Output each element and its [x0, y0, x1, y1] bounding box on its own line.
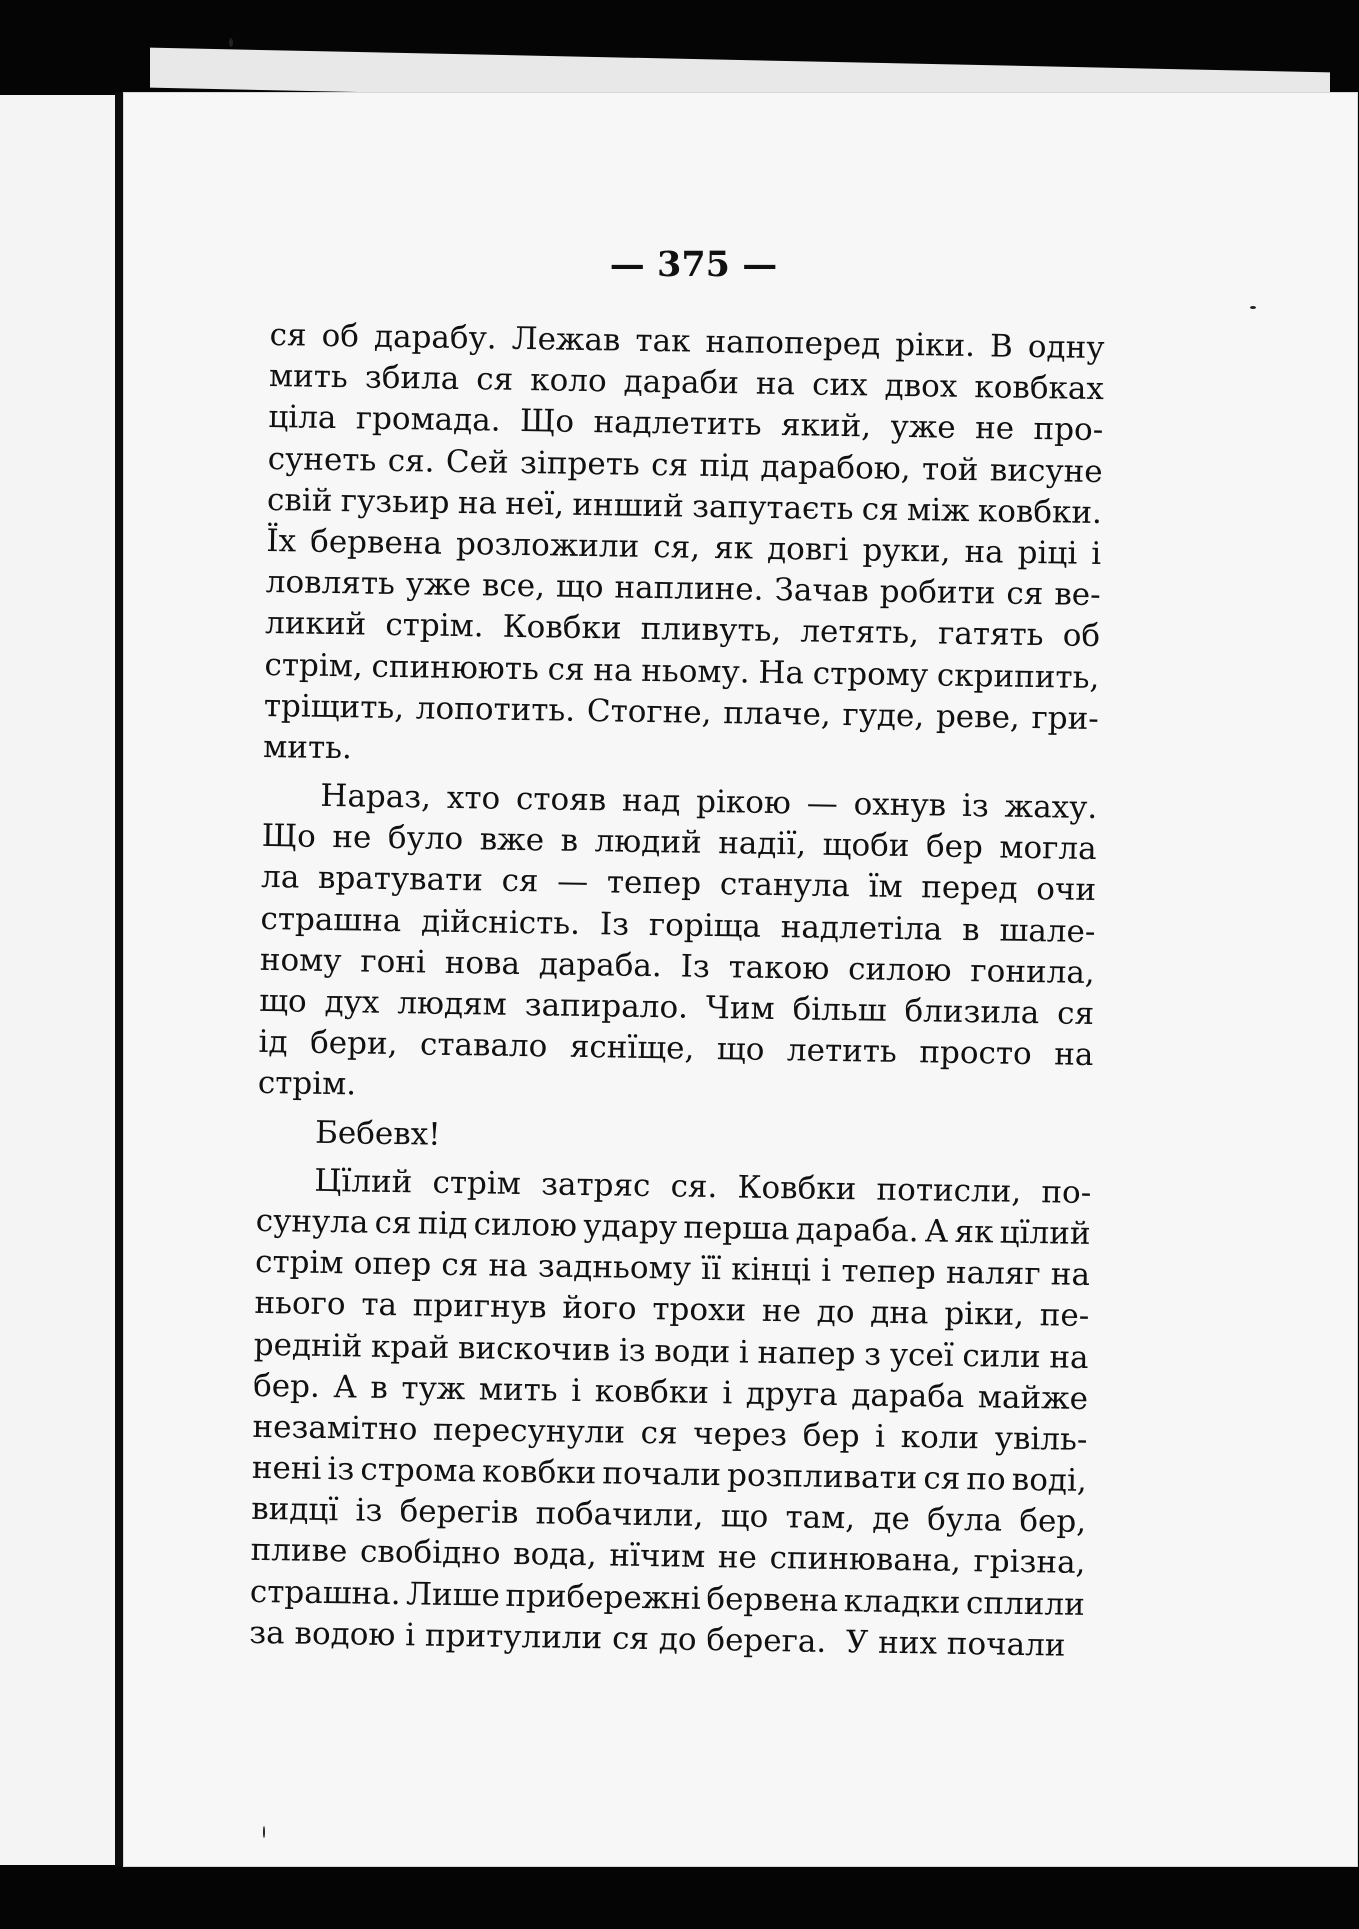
- text-word: видцї: [250, 1491, 339, 1529]
- text-word: стрім: [254, 1244, 344, 1282]
- text-word: пересунули: [432, 1411, 626, 1451]
- text-word: нені: [251, 1449, 322, 1488]
- text-word: дараба.: [795, 1211, 919, 1250]
- text-word: із: [355, 1492, 383, 1530]
- text-word: яснїще,: [569, 1028, 695, 1067]
- text-word: друга: [745, 1375, 839, 1413]
- text-word: Ковбки: [502, 609, 622, 647]
- text-word: спинювана,: [769, 1540, 962, 1580]
- text-word: Що: [519, 403, 575, 441]
- text-word: Зачав: [774, 572, 870, 610]
- text-line-content: мить.: [262, 728, 353, 767]
- text-word: близила: [904, 993, 1040, 1032]
- text-word: строма: [360, 1451, 477, 1490]
- text-word: гузьир: [340, 482, 450, 521]
- text-word: який,: [780, 407, 872, 445]
- text-word: щоби: [822, 826, 910, 865]
- text-word: затряс: [540, 1166, 651, 1204]
- text-word: як: [713, 529, 754, 567]
- text-word: пливуть,: [640, 611, 782, 650]
- text-word: ся: [1006, 575, 1044, 613]
- text-word: очи: [1035, 871, 1097, 909]
- text-word: ся: [374, 1204, 412, 1242]
- text-word: вратувати: [317, 860, 484, 899]
- text-word: бер: [925, 828, 984, 866]
- text-word: Лежав: [511, 320, 621, 359]
- text-word: воді,: [1011, 1461, 1088, 1500]
- text-word: із: [961, 787, 990, 825]
- text-word: туж: [401, 1369, 466, 1407]
- text-word: під: [417, 1205, 468, 1243]
- text-word: нїчим: [609, 1537, 706, 1576]
- text-word: розпливати: [726, 1457, 918, 1497]
- text-word: Сей: [445, 443, 509, 481]
- text-word: ся: [650, 446, 689, 484]
- text-word: напер: [757, 1334, 856, 1372]
- text-word: ловлять: [265, 564, 396, 603]
- text-word: ріки,: [944, 1296, 1025, 1334]
- text-word: його: [562, 1290, 637, 1328]
- text-word: як: [954, 1213, 994, 1251]
- text-word: лопотить.: [415, 690, 576, 729]
- text-word: ся: [476, 361, 514, 399]
- text-word: на: [593, 651, 633, 689]
- text-word: ся: [501, 863, 539, 900]
- text-word: і: [874, 1418, 886, 1455]
- text-word: об: [321, 317, 360, 355]
- text-word: і: [570, 1372, 582, 1409]
- text-word: нова: [444, 944, 521, 982]
- text-word: ріці: [1017, 534, 1078, 572]
- text-word: ставало: [419, 1026, 548, 1065]
- text-word: дарабою,: [760, 448, 911, 487]
- text-word: мить: [268, 358, 349, 396]
- text-word: стрім.: [385, 607, 484, 645]
- text-word: на: [755, 365, 796, 403]
- text-word: в: [560, 822, 579, 860]
- text-word: побачили,: [535, 1495, 704, 1535]
- text-word: инший: [572, 486, 685, 525]
- text-word: гуде,: [842, 696, 925, 735]
- text-word: —: [556, 864, 589, 901]
- text-word: ному: [259, 941, 342, 980]
- text-word: бер.: [252, 1367, 321, 1405]
- text-word: зіпреть: [519, 444, 641, 483]
- text-word: трохи: [652, 1291, 747, 1329]
- text-word: ся: [1056, 995, 1095, 1033]
- text-word: запирало.: [524, 987, 689, 1026]
- text-word: їм: [868, 868, 903, 906]
- text-word: страшна.: [249, 1573, 401, 1612]
- text-word: Ковбки: [737, 1169, 857, 1208]
- text-word: та: [361, 1286, 398, 1324]
- text-word: ковбки: [594, 1372, 710, 1411]
- page-body-text: [249, 315, 1105, 1667]
- text-word: стрім: [432, 1164, 522, 1202]
- text-word: наляг: [945, 1254, 1041, 1293]
- text-word: берегів: [399, 1493, 519, 1532]
- text-word: опер: [353, 1245, 432, 1283]
- text-word: Що: [261, 818, 317, 856]
- text-word: між: [906, 491, 970, 529]
- text-word: А: [333, 1368, 358, 1406]
- text-word: силою: [847, 950, 952, 989]
- text-word: уже: [405, 566, 472, 604]
- text-word: довгі: [766, 530, 849, 569]
- text-word: дійсність.: [420, 903, 581, 942]
- text-word: ся: [861, 491, 899, 528]
- text-word: ся.: [670, 1168, 718, 1205]
- text-word: де: [872, 1500, 911, 1538]
- text-word: страшна: [260, 900, 402, 939]
- dust-speck: [229, 38, 233, 47]
- text-word: її: [700, 1251, 722, 1288]
- text-word: ріки.: [895, 326, 976, 365]
- text-word: пе-: [1039, 1297, 1090, 1335]
- text-word: в: [961, 911, 980, 948]
- text-word: було: [387, 820, 464, 858]
- text-word: бер,: [1019, 1503, 1087, 1541]
- text-word: ве-: [1054, 576, 1101, 614]
- text-word: уже: [890, 409, 956, 447]
- text-word: на: [488, 1247, 529, 1285]
- text-word: неї,: [505, 485, 565, 523]
- text-word: гонила,: [970, 952, 1095, 991]
- text-word: почали: [602, 1455, 722, 1494]
- text-word: дараби: [623, 363, 740, 402]
- text-word: кінці: [730, 1251, 812, 1289]
- text-word: гри-: [1031, 699, 1100, 737]
- text-line-content: стрім.: [257, 1065, 357, 1103]
- text-word: ся.: [387, 442, 435, 480]
- text-word: не: [974, 410, 1015, 448]
- text-word: незамітно: [252, 1408, 418, 1448]
- text-word: кладки: [843, 1582, 961, 1621]
- dust-speck: [263, 1826, 265, 1838]
- text-word: ликий: [264, 605, 367, 643]
- text-word: перед: [921, 869, 1018, 908]
- text-word: ся: [640, 1414, 678, 1452]
- text-word: дарабу.: [373, 318, 497, 357]
- text-word: двох: [884, 367, 958, 405]
- text-word: свобідно: [359, 1534, 501, 1573]
- text-word: так: [635, 322, 691, 360]
- text-word: вода,: [512, 1536, 598, 1574]
- text-word: стрім,: [264, 646, 364, 684]
- text-word: бервена: [309, 523, 443, 562]
- text-word: пригнув: [412, 1287, 547, 1326]
- text-word: на: [1050, 1256, 1091, 1294]
- text-word: ся,: [653, 528, 701, 566]
- text-word: реве,: [935, 698, 1021, 736]
- text-word: летить: [786, 1032, 898, 1071]
- text-word: В: [989, 328, 1014, 365]
- text-word: шале-: [999, 912, 1096, 950]
- text-word: Стогне,: [586, 692, 712, 731]
- text-word: тепер: [606, 864, 702, 903]
- text-word: хто: [446, 779, 501, 817]
- text-word: що: [720, 1498, 769, 1536]
- text-word: Їх: [266, 522, 297, 560]
- text-word: про-: [1033, 411, 1104, 449]
- text-word: охнув: [853, 786, 947, 824]
- text-word: Із: [680, 948, 711, 985]
- text-word: що: [716, 1031, 765, 1069]
- text-word: плаче,: [722, 694, 832, 733]
- text-word: дух: [324, 983, 380, 1021]
- text-word: надлетіла: [780, 908, 943, 948]
- text-word: Нараз,: [320, 777, 432, 816]
- text-word: через: [692, 1415, 788, 1454]
- text-word: спинюють: [371, 648, 540, 687]
- text-word: наплине.: [614, 569, 764, 608]
- text-word: збила: [364, 359, 460, 398]
- text-word: увіль-: [994, 1420, 1088, 1458]
- text-word: ід: [258, 1024, 288, 1061]
- text-word: ковбки: [481, 1453, 597, 1492]
- text-word: коло: [529, 362, 607, 400]
- text-word: руки,: [862, 532, 951, 570]
- text-word: дараба: [851, 1376, 965, 1415]
- text-word: Лише: [405, 1575, 501, 1614]
- text-word: ся: [547, 650, 585, 688]
- page-number: — 375 —: [609, 244, 778, 285]
- text-word: сплили: [965, 1584, 1086, 1623]
- text-word: прибережні: [505, 1577, 702, 1617]
- text-word: свій: [266, 481, 333, 519]
- text-word: громада.: [355, 400, 501, 440]
- text-word: бери,: [309, 1024, 398, 1063]
- text-word: під: [699, 447, 750, 485]
- text-word: горіща: [648, 906, 762, 945]
- text-word: запутаєть: [691, 488, 854, 527]
- text-word: перша: [683, 1209, 790, 1248]
- text-word: строму: [812, 655, 929, 693]
- text-word: усеї: [889, 1336, 954, 1374]
- text-word: жаху.: [1004, 788, 1098, 827]
- text-word: в: [370, 1369, 389, 1406]
- text-word: ся: [441, 1246, 479, 1284]
- text-word: не: [717, 1539, 758, 1577]
- text-word: вискочив: [457, 1329, 611, 1368]
- text-word: Чим: [705, 989, 775, 1028]
- text-word: летять,: [800, 613, 920, 652]
- text-word: напоперед: [705, 323, 881, 363]
- text-word: гатять: [937, 615, 1044, 654]
- text-word: на: [964, 533, 1004, 571]
- text-word: А: [924, 1213, 949, 1250]
- text-word: сунула: [255, 1202, 369, 1241]
- text-word: мить: [478, 1371, 559, 1409]
- text-word: на: [457, 484, 498, 522]
- text-word: більш: [792, 991, 887, 1029]
- text-word: На: [758, 654, 805, 691]
- text-word: на: [1049, 1338, 1089, 1376]
- text-word: бервена: [706, 1580, 839, 1619]
- text-word: там,: [785, 1499, 856, 1537]
- text-word: до: [816, 1294, 855, 1331]
- text-word: силою: [473, 1206, 578, 1244]
- text-word: одну: [1027, 328, 1105, 367]
- dust-speck: [1250, 306, 1256, 309]
- text-word: не: [332, 819, 372, 856]
- text-word: людий: [594, 823, 702, 862]
- text-word: надлетить: [593, 404, 762, 444]
- text-word: ковбках: [974, 369, 1105, 408]
- text-word: коли: [900, 1418, 980, 1457]
- text-word: —: [806, 785, 839, 823]
- text-word: робити: [879, 573, 996, 612]
- text-word: скрипить,: [936, 657, 1100, 696]
- text-word: на: [1053, 1036, 1094, 1074]
- text-word: задньому: [537, 1248, 692, 1287]
- text-word: і: [722, 1374, 733, 1412]
- text-word: ньому.: [640, 652, 750, 691]
- text-word: була: [926, 1501, 1003, 1539]
- text-word: сили: [962, 1337, 1042, 1375]
- text-word: цїлий: [999, 1214, 1091, 1252]
- text-word: із: [618, 1332, 646, 1369]
- text-word: дна: [870, 1294, 929, 1332]
- text-word: із: [327, 1451, 355, 1488]
- text-word: і: [820, 1252, 832, 1290]
- text-word: по-: [1041, 1173, 1092, 1211]
- text-word: Цїлий: [314, 1162, 413, 1201]
- text-word: ковбки.: [977, 492, 1103, 531]
- text-word: ціла: [268, 399, 337, 437]
- text-word: розложили: [455, 525, 640, 565]
- text-word: над: [621, 782, 681, 820]
- text-word: об: [1062, 617, 1101, 655]
- text-word: з: [863, 1335, 882, 1373]
- text-word: майже: [977, 1378, 1089, 1417]
- text-word: надії,: [717, 825, 807, 863]
- text-word: вже: [479, 821, 545, 859]
- text-line-content: за водою і притулили ся до берега. У них почали: [249, 1614, 1066, 1664]
- text-word: що: [258, 982, 307, 1020]
- text-word: редній: [253, 1326, 363, 1365]
- text-word: тріщить,: [263, 687, 405, 726]
- text-line-content: Бебевх!: [314, 1114, 441, 1153]
- text-word: що: [555, 568, 604, 606]
- text-word: такою: [728, 949, 830, 987]
- text-word: Із: [599, 905, 630, 943]
- text-word: могла: [999, 829, 1097, 868]
- text-word: стояв: [515, 780, 607, 819]
- text-word: не: [761, 1293, 802, 1330]
- text-word: дараба.: [538, 946, 663, 985]
- text-word: і: [738, 1333, 750, 1371]
- text-word: той: [921, 450, 979, 488]
- text-word: людям: [397, 985, 508, 1023]
- text-word: рікою: [695, 783, 792, 822]
- text-word: і: [1091, 535, 1102, 573]
- text-word: все,: [481, 567, 546, 605]
- text-word: сунеть: [267, 440, 377, 479]
- text-word: тепер: [841, 1253, 937, 1291]
- text-word: сих: [811, 366, 868, 404]
- text-word: ся: [923, 1460, 961, 1498]
- text-word: удару: [582, 1207, 678, 1246]
- text-word: станула: [719, 866, 851, 905]
- text-word: край: [370, 1328, 450, 1366]
- text-word: висуне: [989, 451, 1103, 490]
- text-word: просто: [919, 1034, 1032, 1073]
- text-word: по: [966, 1461, 1006, 1498]
- text-word: нього: [254, 1285, 346, 1323]
- text-word: грізна,: [973, 1543, 1086, 1582]
- text-word: гоні: [360, 943, 427, 981]
- text-word: потисли,: [876, 1171, 1022, 1210]
- text-word: бер: [802, 1417, 860, 1455]
- text-word: пливе: [250, 1532, 348, 1570]
- text-word: ся: [269, 316, 307, 354]
- text-word: ла: [260, 859, 300, 896]
- text-word: води: [654, 1332, 731, 1370]
